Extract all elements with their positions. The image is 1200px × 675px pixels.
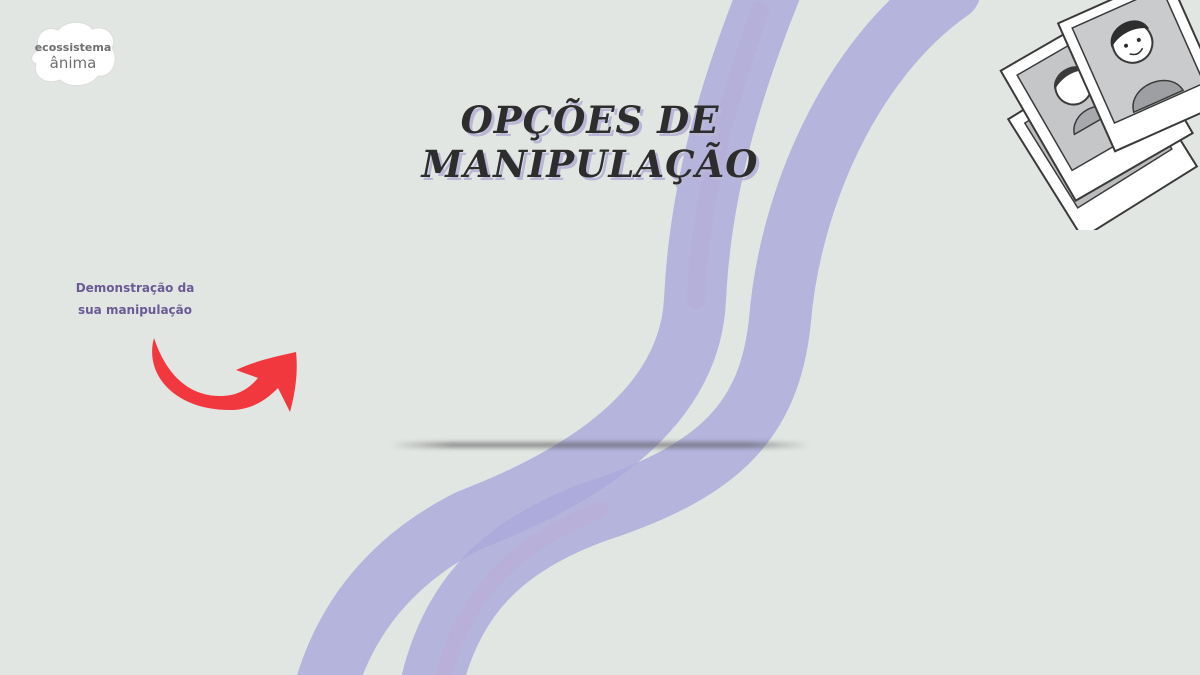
- demonstration-note: [50, 277, 220, 321]
- logo-text-ecossistema: ecossistema: [34, 41, 112, 54]
- logo-text-anima: ânima: [49, 54, 97, 72]
- content-shadow-divider: [390, 442, 810, 448]
- note-line-2: sua manipulação: [77, 303, 193, 317]
- ecossistema-anima-logo: [28, 20, 118, 88]
- curved-arrow-icon: [140, 330, 310, 430]
- note-line-1: Demonstração da: [75, 281, 195, 295]
- page-title: OPÇÕES DE MANIPULAÇÃO: [421, 98, 759, 186]
- polaroid-photos-icon: [990, 0, 1200, 230]
